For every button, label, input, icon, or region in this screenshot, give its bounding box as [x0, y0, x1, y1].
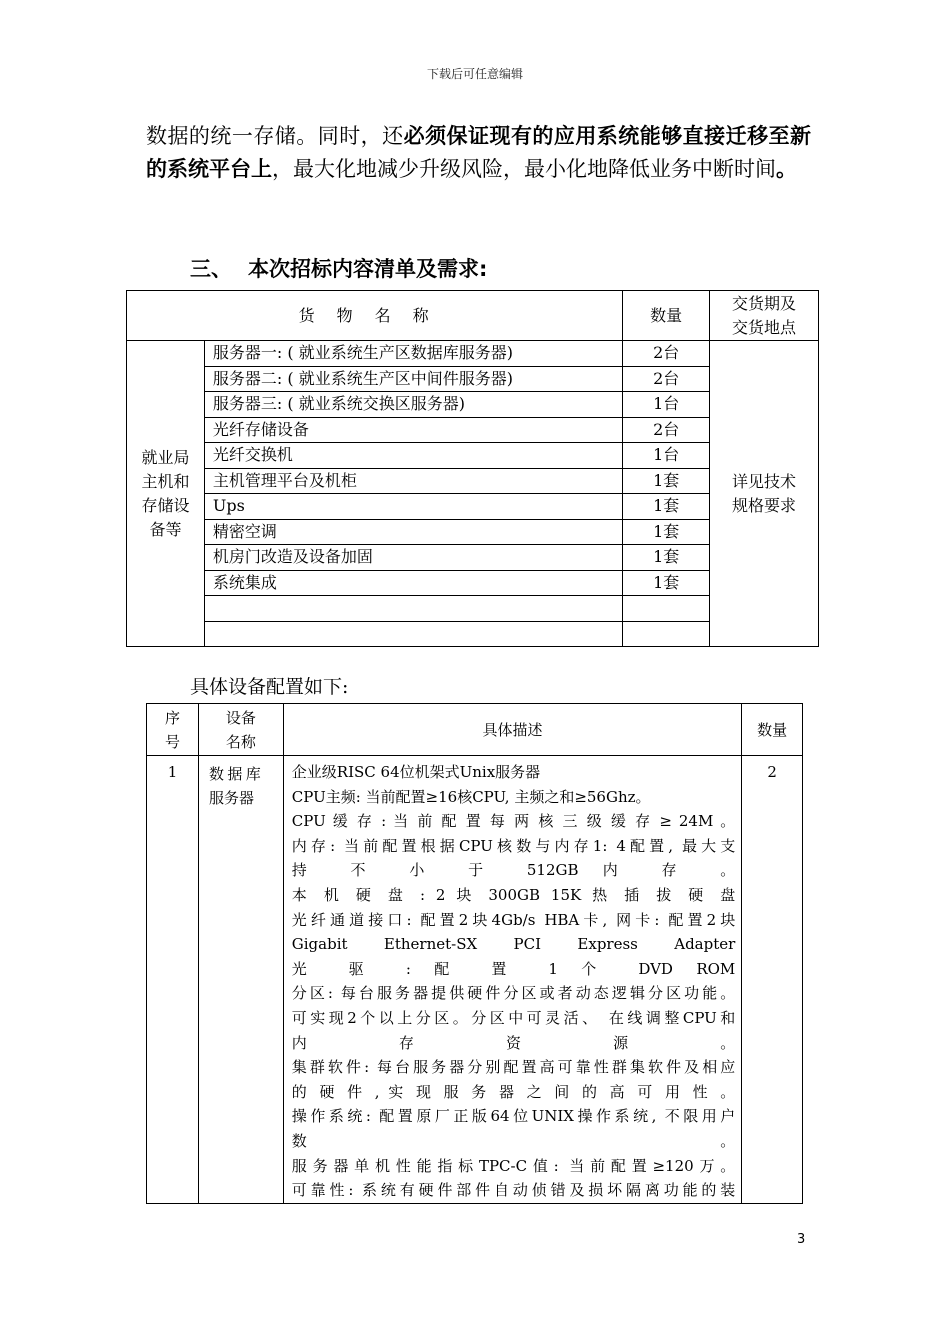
goods-qty-cell: 1套 [623, 545, 710, 571]
goods-name-cell: 机房门改造及设备加固 [204, 545, 622, 571]
header-seq: 序号 [147, 704, 199, 756]
goods-qty-cell [623, 621, 710, 647]
goods-name-cell: 服务器三: ( 就业系统交换区服务器) [204, 392, 622, 418]
desc-line: 服务器单机性能指标TPC-C值: 当前配置≥120万。 [291, 1156, 736, 1175]
goods-qty-cell [623, 596, 710, 622]
group-label: 就业局主机和存储设备等 [127, 341, 205, 647]
goods-qty-cell: 2台 [623, 366, 710, 392]
goods-qty-cell: 1台 [623, 443, 710, 469]
config-row [147, 756, 803, 1204]
desc-line: 本 机 硬 盘 : 2 块 300GB 15K 热 插 拔 硬 盘 [291, 885, 736, 904]
delivery-note: 详见技术规格要求 [710, 341, 819, 647]
desc-line: 数 。 [291, 1131, 736, 1150]
goods-table [126, 290, 819, 647]
desc-line: CPU 缓 存 : 当 前 配 置 每 两 核 三 级 缓 存 ≥ 24M 。 [291, 812, 736, 831]
para-part-1: 数据的统一存储。同时，还 [146, 124, 404, 148]
header-quantity: 数量 [623, 291, 710, 341]
goods-name-cell: Ups [204, 494, 622, 520]
config-device-cell: 数据库服务器 [198, 756, 283, 1204]
section-number: 三、 [190, 257, 232, 281]
desc-line: 集群软件: 每台服务器分别配置高可靠性群集软件及相应 [291, 1058, 736, 1077]
goods-name-cell: 服务器一: ( 就业系统生产区数据库服务器) [204, 341, 622, 367]
header-device: 设备名称 [198, 704, 283, 756]
desc-line: 的 硬 件 , 实 现 服 务 器 之 间 的 高 可 用 性 。 [291, 1082, 736, 1101]
goods-qty-cell: 1套 [623, 570, 710, 596]
desc-line: 操作系统: 配置原厂正版64位UNIX操作系统, 不限用户 [291, 1107, 736, 1126]
page-number: 3 [797, 1232, 806, 1247]
section-heading [190, 253, 487, 283]
intro-paragraph [146, 120, 811, 186]
desc-line: 内 存 资 源 。 [291, 1033, 736, 1052]
config-table [146, 703, 803, 1204]
desc-line: 企业级RISC 64位机架式Unix服务器 [291, 763, 541, 781]
goods-name-cell: 光纤交换机 [204, 443, 622, 469]
desc-line: 可实现2个以上分区。分区中可灵活、 在线调整CPU和 [291, 1008, 736, 1027]
section-title: 本次招标内容清单及需求: [248, 257, 488, 281]
goods-name-cell: 光纤存储设备 [204, 417, 622, 443]
goods-qty-cell: 1台 [623, 392, 710, 418]
goods-qty-cell: 1套 [623, 494, 710, 520]
para-part-2-bold: 必须保证现有的应用系统能够直接迁移至新的系统平台上 [146, 124, 812, 181]
header-goods-name: 货物名称 [127, 291, 623, 341]
goods-name-cell: 精密空调 [204, 519, 622, 545]
header-delivery: 交货期及交货地点 [710, 291, 819, 341]
config-intro: 具体设备配置如下: [190, 676, 349, 698]
header-desc: 具体描述 [283, 704, 742, 756]
config-desc-cell [283, 756, 742, 1204]
desc-line: 持 不 小 于 512GB 内 存 。 [291, 861, 736, 880]
page-header: 下载后可任意编辑 [426, 67, 523, 81]
goods-name-cell: 系统集成 [204, 570, 622, 596]
desc-line: 可靠性: 系统有硬件部件自动侦错及损坏隔离功能的装 [291, 1181, 736, 1200]
desc-line: 内存: 当前配置根据CPU核数与内存1: 4配置, 最大支 [291, 836, 736, 855]
desc-line: Gigabit Ethernet-SX PCI Express Adapter [291, 935, 736, 954]
goods-name-cell: 主机管理平台及机柜 [204, 468, 622, 494]
goods-name-cell: 服务器二: ( 就业系统生产区中间件服务器) [204, 366, 622, 392]
goods-qty-cell: 1套 [623, 519, 710, 545]
header-qty: 数量 [742, 704, 803, 756]
desc-line: 分区: 每台服务器提供硬件分区或者动态逻辑分区功能。 [291, 984, 736, 1003]
goods-qty-cell: 2台 [623, 341, 710, 367]
desc-line: CPU主频: 当前配置≥16核CPU, 主频之和≥56Ghz。 [291, 787, 651, 806]
desc-line: 光纤通道接口: 配置2块4Gb/s HBA卡, 网卡: 配置2块 [291, 910, 736, 929]
para-part-3: ，最大化地减少升级风险，最小化地降低业务中断时间 [272, 157, 776, 181]
goods-table-header [127, 291, 819, 341]
para-part-4-bold: 。 [776, 157, 797, 181]
config-table-header [147, 704, 803, 756]
goods-name-cell [204, 596, 622, 622]
goods-name-cell [204, 621, 622, 647]
goods-row [127, 341, 819, 367]
config-seq-cell: 1 [147, 756, 199, 1204]
config-qty-cell: 2 [742, 756, 803, 1204]
goods-qty-cell: 2台 [623, 417, 710, 443]
desc-line: 光 驱 : 配 置 1 个 DVD ROM [291, 959, 736, 978]
goods-qty-cell: 1套 [623, 468, 710, 494]
